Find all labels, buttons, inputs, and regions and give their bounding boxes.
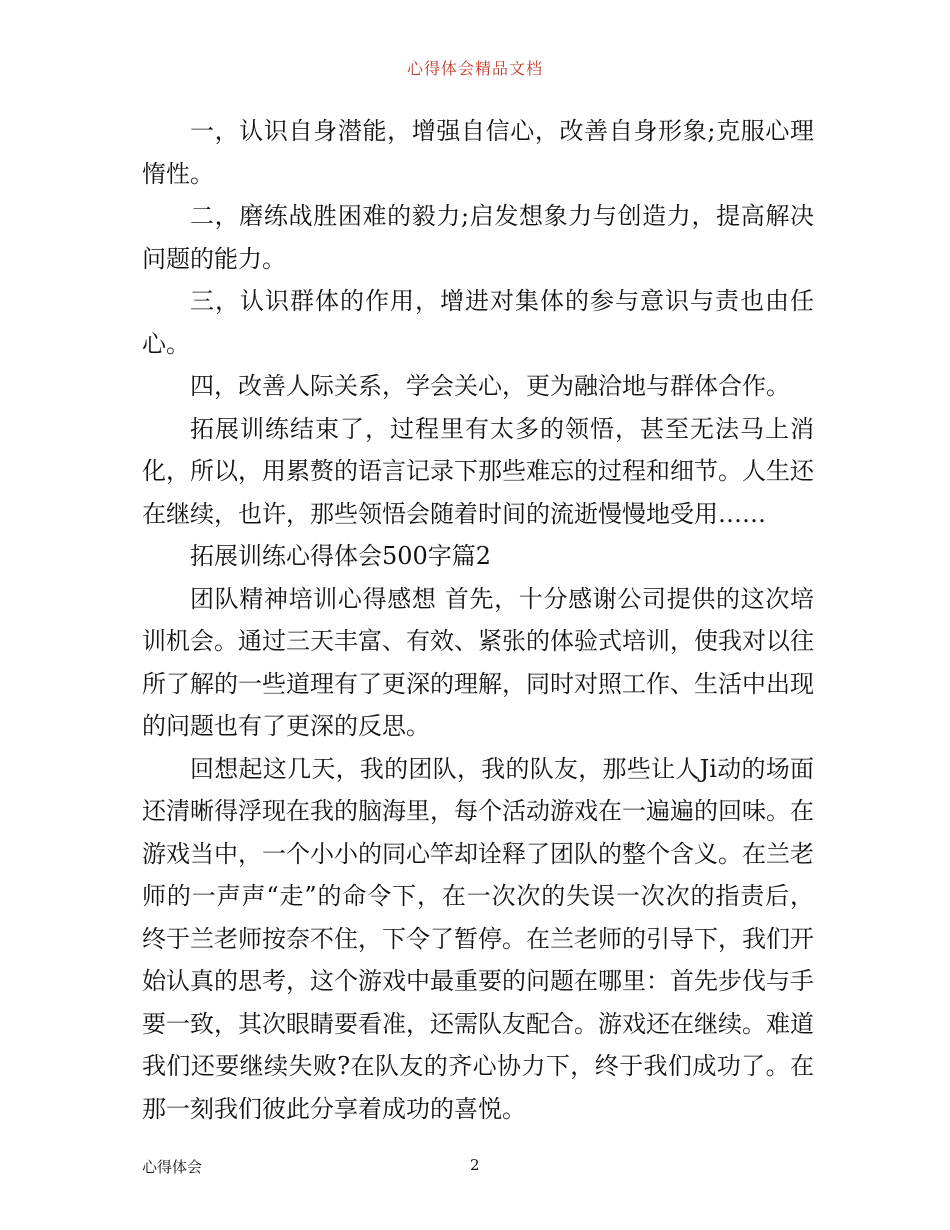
page-number: 2 [470,1156,480,1174]
paragraph-intro: 团队精神培训心得感想 首先，十分感谢公司提供的这次培训机会。通过三天丰富、有效、紧张的体验式培训，使我对以往所了解的一些道理有了更深的理解，同时对照工作、生活中出现的问题也有了更深的反思。 [142,584,814,740]
paragraph-conclusion: 拓展训练结束了，过程里有太多的领悟，甚至无法马上消化，所以，用累赘的语言记录下那些难忘的过程和细节。人生还在继续，也许，那些领悟会随着时间的流逝慢慢地受用…… [142,414,814,528]
section-heading: 拓展训练心得体会500字篇2 [190,542,492,570]
paragraph-point-one: 一，认识自身潜能，增强自信心，改善自身形象;克服心理惰性。 [142,117,814,188]
paragraph-reflection: 回想起这几天，我的团队，我的队友，那些让人Ji动的场面还清晰得浮现在我的脑海里，每个活动游戏在一遍遍的回味。在游戏当中，一个小小的同心竿却诠释了团队的整个含义。在兰老师的一声声“走”的命令下，在一次次的失误一次次的指责后，终于兰老师按奈不住，下令了暂停。在兰老师的引导下，我们开始认真的思考，这个游戏中最重要的问题在哪里：首先步伐与手要一致，其次眼睛要看准，还需队友配合。游戏还在继续。难道我们还要继续失败?在队友的齐心协力下，终于我们成功了。在那一刻我们彼此分享着成功的喜悦。 [142,754,814,1123]
paragraph-point-two: 二，磨练战胜困难的毅力;启发想象力与创造力，提高解决问题的能力。 [142,202,814,273]
document-header-title: 心得体会精品文档 [406,59,543,78]
footer-label: 心得体会 [142,1158,203,1176]
paragraph-point-three: 三，认识群体的作用，增进对集体的参与意识与责也由任心。 [142,287,814,358]
paragraph-point-four: 四，改善人际关系，学会关心，更为融洽地与群体合作。 [190,372,790,400]
document-body [142,110,814,1130]
